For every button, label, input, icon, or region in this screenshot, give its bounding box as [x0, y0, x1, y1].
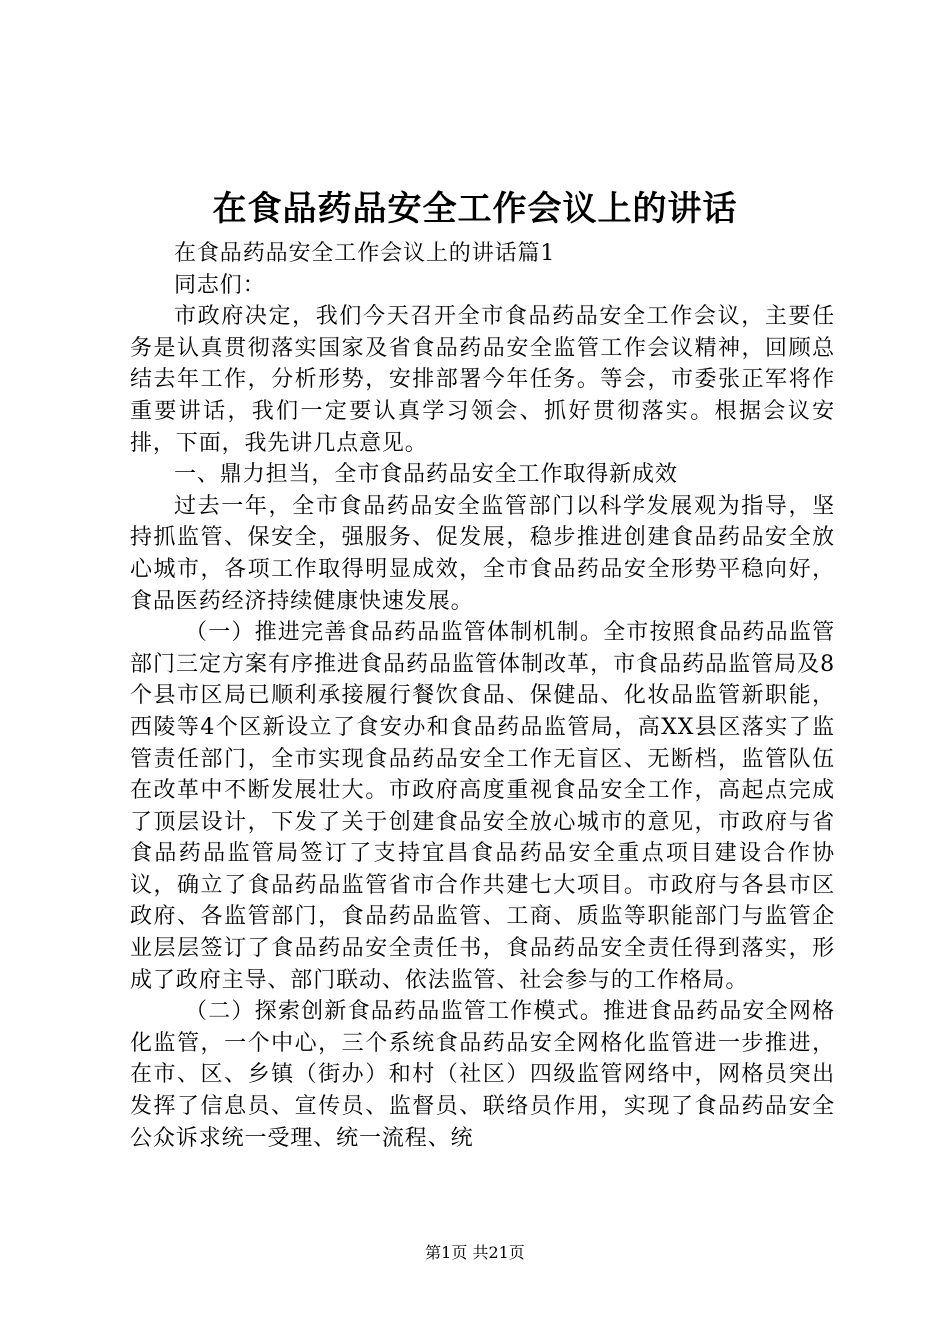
page-footer: 第1页 共21页: [425, 1243, 525, 1262]
document-body: [130, 238, 835, 1154]
document-title: 在食品药品安全工作会议上的讲话: [212, 189, 738, 229]
salutation: 同志们：: [174, 272, 266, 298]
paragraph: （一）推进完善食品药品监管体制机制。全市按照食品药品监管部门三定方案有序推进食品药品监管体制改革，市食品药品监管局及8个县市区局已顺利承接履行餐饮食品、保健品、化妆品监管新职能，西陵等4个区新设立了食安办和食品药品监管局，高XX县区落实了监管责任部门，全市实现食品药品安全工作无盲区、无断档，监管队伍在改革中不断发展壮大。市政府高度重视食品安全工作，高起点完成了顶层设计，下发了关于创建食品安全放心城市的意见，市政府与省食品药品监管局签订了支持宜昌食品药品安全重点项目建设合作协议，确立了食品药品监管省市合作共建七大项目。市政府与各县市区政府、各监管部门，食品药品监管、工商、质监等职能部门与监管企业层层签订了食品药品安全责任书，食品药品安全责任得到落实，形成了政府主导、部门联动、依法监管、社会参与的工作格局。: [130, 620, 835, 993]
paragraph: 市政府决定，我们今天召开全市食品药品安全工作会议，主要任务是认真贯彻落实国家及省食品药品安全监管工作会议精神，回顾总结去年工作，分析形势，安排部署今年任务。等会，市委张正军将作重要讲话，我们一定要认真学习领会、抓好贯彻落实。根据会议安排，下面，我先讲几点意见。: [130, 304, 835, 456]
paragraph: （二）探索创新食品药品监管工作模式。推进食品药品安全网格化监管，一个中心，三个系统食品药品安全网格化监管进一步推进，在市、区、乡镇（街办）和村（社区）四级监管网络中，网格员突出发挥了信息员、宣传员、监督员、联络员作用，实现了食品药品安全公众诉求统一受理、统一流程、统: [130, 999, 835, 1151]
section-heading: 在食品药品安全工作会议上的讲话篇1: [174, 241, 556, 266]
paragraph: 过去一年，全市食品药品安全监管部门以科学发展观为指导，坚持抓监管、保安全，强服务、促发展，稳步推进创建食品药品安全放心城市，各项工作取得明显成效，全市食品药品安全形势平稳向好，食品医药经济持续健康快速发展。: [130, 493, 835, 614]
part-heading: 一、鼎力担当，全市食品药品安全工作取得新成效: [174, 462, 678, 488]
